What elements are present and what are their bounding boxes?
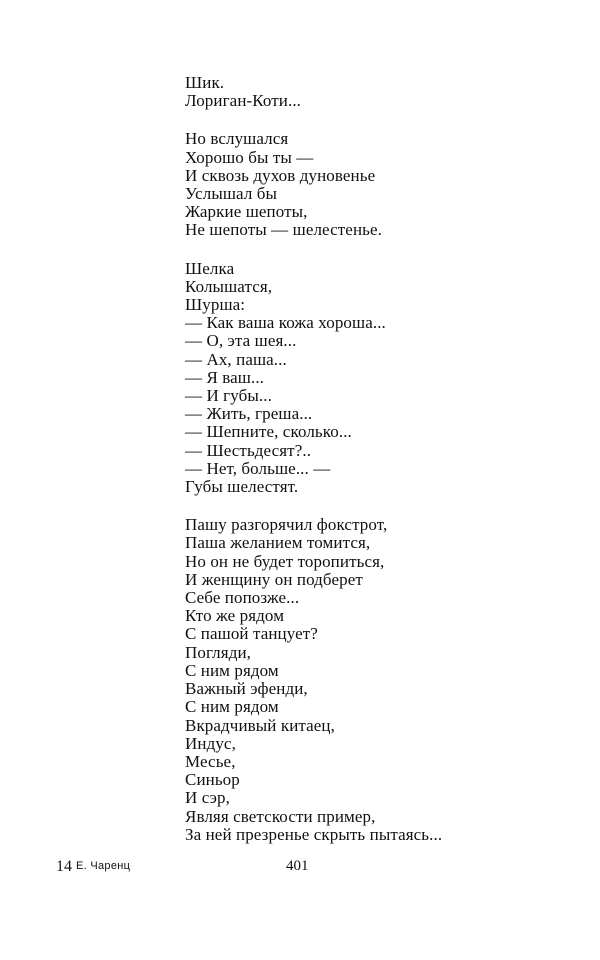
poem-line: Не шепоты — шелестенье. <box>185 220 382 240</box>
poem-line: С ним рядом <box>185 660 279 680</box>
poem-line: — И губы... <box>185 386 272 406</box>
page-number: 401 <box>286 858 309 874</box>
poem-line: — Ах, паша... <box>185 349 287 369</box>
poem-line: И сквозь духов дуновенье <box>185 165 376 185</box>
poem-line: Лориган-Коти... <box>185 91 302 111</box>
poem-line: Хорошо бы ты — <box>185 147 314 167</box>
poem-line: Шурша: <box>185 295 246 315</box>
poem-line: Себе попозже... <box>185 588 300 608</box>
signature-number: 14 <box>56 858 72 875</box>
stanza <box>185 74 565 110</box>
poem-line: Услышал бы <box>185 184 278 204</box>
poem-line: Паша желанием томится, <box>185 533 371 553</box>
poem-line: — Шестьдесят?.. <box>185 440 312 460</box>
stanza <box>185 130 565 239</box>
poem-line: Вкрадчивый китаец, <box>185 715 335 735</box>
poem-line: — Шепните, сколько... <box>185 422 352 442</box>
poem-line: Но вслушался <box>185 129 289 149</box>
poem-line: За ней презренье скрыть пытаясь... <box>185 824 443 844</box>
poem-line: — Нет, больше... — <box>185 458 331 478</box>
poem-line: Месье, <box>185 751 236 771</box>
poem-line: — Я ваш... <box>185 367 265 387</box>
poem-line: И женщину он подберет <box>185 569 363 589</box>
page-footer <box>0 858 600 882</box>
poem-line: — О, эта шея... <box>185 331 297 351</box>
poem-line: Являя светскости пример, <box>185 806 376 826</box>
poem-line: Кто же рядом <box>185 606 285 626</box>
stanza <box>185 516 565 844</box>
poem-text <box>185 74 565 864</box>
poem-line: Синьор <box>185 770 240 790</box>
poem-line: С пашой танцует? <box>185 624 318 644</box>
poem-line: Жаркие шепоты, <box>185 202 308 222</box>
poem-line: Шелка <box>185 258 235 278</box>
stanza <box>185 260 565 497</box>
poem-line: Важный эфенди, <box>185 679 308 699</box>
poem-line: Погляди, <box>185 642 251 662</box>
poem-line: — Жить, греша... <box>185 404 313 424</box>
poem-line: И сэр, <box>185 788 230 808</box>
signature-author: Е. Чаренц <box>76 860 131 872</box>
poem-line: Шик. <box>185 73 225 92</box>
poem-line: Но он не будет торопиться, <box>185 551 385 571</box>
poem-line: Губы шелестят. <box>185 477 299 497</box>
poem-line: Колышатся, <box>185 276 273 296</box>
poem-line: Пашу разгорячил фокстрот, <box>185 515 388 535</box>
poem-line: С ним рядом <box>185 697 279 717</box>
poem-line: — Как ваша кожа хороша... <box>185 313 386 333</box>
poem-line: Индус, <box>185 733 236 753</box>
